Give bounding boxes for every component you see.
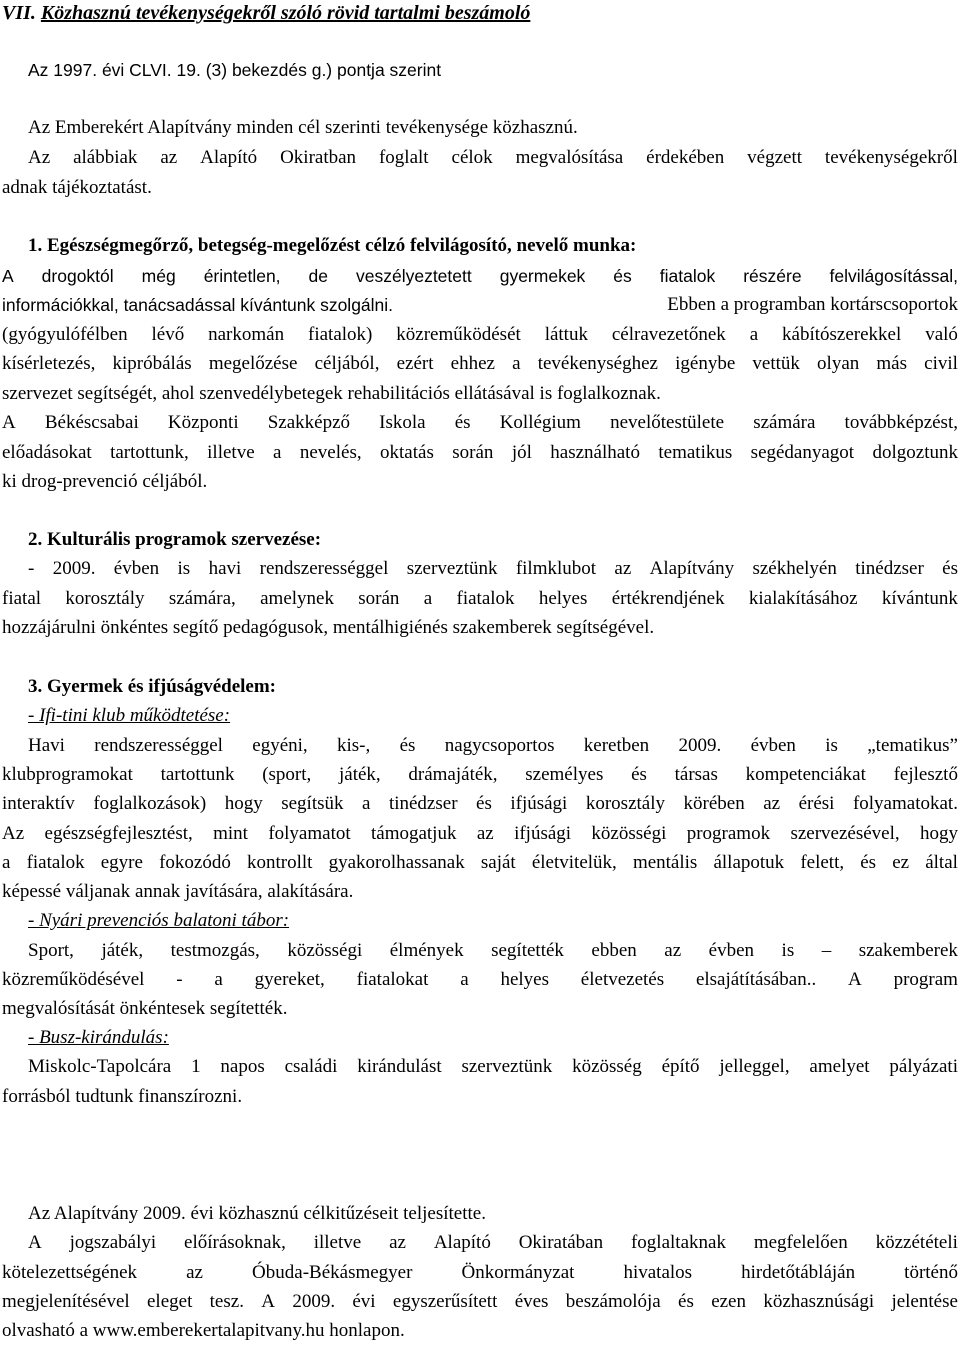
section1-line-8: ki drog-prevenció céljából.: [2, 471, 208, 492]
section3-sub1-line-2: klubprogramokat tartottunk (sport, játék, drámajáték, személyes és társas kompetenciákat fejlesztő: [2, 764, 958, 785]
closing-line-3: kötelezettségének az Óbuda-Békásmegyer Önkormányzat hivatalos hirdetőtábláján történő: [2, 1262, 958, 1283]
section1-line-6: A Békéscsabai Központi Szakképző Iskola és Kollégium nevelőtestülete számára továbbképzést,: [2, 412, 958, 433]
section1-heading: 1. Egészségmegőrző, betegség-megelőzést célzó felvilágosító, nevelő munka:: [28, 235, 637, 256]
section1-line-1: A drogoktól még érintetlen, de veszélyeztetett gyermekek és fiatalok részére felvilágosítással,: [2, 266, 958, 286]
section1-line-7: előadásokat tartottunk, illetve a nevelés, oktatás során jól használható tematikus segédanyagot dolgoztunk: [2, 442, 958, 463]
section2-line-1: - 2009. évben is havi rendszerességgel szerveztünk filmklubot az Alapítvány székhelyén tinédzser és: [28, 558, 958, 579]
section3-sub3-line-1: Miskolc-Tapolcára 1 napos családi kirándulást szerveztünk közösség építő jelleggel, amelyet pályázati: [28, 1056, 958, 1077]
section1-line-4: kísérletezés, kipróbálás megelőzése céljából, ezért ehhez a tevékenységhez igénybe vettük olyan más civil: [2, 353, 958, 374]
section1-line-5: szervezet segítségét, ahol szenvedélybetegek rehabilitációs ellátásával is foglalkoznak.: [2, 383, 661, 404]
closing-line-4: megjelenítésével eleget tesz. A 2009. évi egyszerűsített éves beszámolója és ezen közhasznúsági jelentése: [2, 1291, 958, 1312]
section3-sub1-line-6: képessé váljanak annak javítására, alakítására.: [2, 881, 354, 902]
section3-sub1-title: - Ifi-tini klub működtetése:: [28, 705, 231, 726]
section3-sub2-line-1: Sport, játék, testmozgás, közösségi élmények segítették ebben az évben is – szakemberek: [28, 940, 958, 961]
section2-line-3: hozzájárulni önkéntes segítő pedagógusok, mentálhigiénés szakemberek segítségével.: [2, 617, 655, 638]
section3-sub1-line-5: a fiatalok egyre fokozódó kontrollt gyakorolhassanak saját életvitelük, mentális állapotuk felett, és ez által: [2, 852, 958, 873]
closing-line-2: A jogszabályi előírásoknak, illetve az Alapító Okiratában foglaltaknak megfelelően közzétételi: [28, 1232, 958, 1253]
section3-heading: 3. Gyermek és ifjúságvédelem:: [28, 676, 276, 697]
section1-line-2a: információkkal, tanácsadással kívántunk szolgálni.: [2, 295, 394, 315]
section3-sub2-line-3: megvalósítását önkéntesek segítették.: [2, 998, 288, 1019]
section3-sub2-line-2: közreműködésével - a gyereket, fiatalokat a helyes életvezetés elsajátításában.. A program: [2, 969, 958, 990]
section1-line-3: (gyógyulófélben lévő narkomán fiatalok) közreműködését láttuk célravezetőnek a kábítószerekkel való: [2, 324, 958, 345]
document-title: [2, 2, 530, 24]
section3-sub1-line-3: interaktív foglalkozások) hogy segítsük a tinédzser és ifjúsági korosztály körében az érési folyamatokat.: [2, 793, 958, 814]
intro-line-1: Az Emberekért Alapítvány minden cél szerinti tevékenysége közhasznú.: [28, 117, 578, 138]
section2-line-2: fiatal korosztály számára, amelynek során a fiatalok helyes értékrendjének kialakításához kívántunk: [2, 588, 958, 609]
section3-sub2-title: - Nyári prevenciós balatoni tábor:: [28, 910, 290, 931]
closing-line-1: Az Alapítvány 2009. évi közhasznú célkitűzéseit teljesítette.: [28, 1203, 486, 1224]
section2-heading: 2. Kulturális programok szervezése:: [28, 529, 322, 550]
title-number: VII.: [2, 2, 36, 24]
title-text: Közhasznú tevékenységekről szóló rövid tartalmi beszámoló: [40, 2, 531, 24]
closing-line-5: olvasható a www.emberekertalapitvany.hu honlapon.: [2, 1320, 405, 1341]
section3-sub3-title: - Busz-kirándulás:: [28, 1027, 169, 1048]
section1-line-2: [2, 294, 958, 316]
intro-line-3: adnak tájékoztatást.: [2, 177, 152, 198]
intro-line-2: Az alábbiak az Alapító Okiratban foglalt célok megvalósítása érdekében végzett tevékenységekről: [28, 147, 958, 168]
section3-sub1-line-4: Az egészségfejlesztést, mint folyamatot támogatjuk az ifjúsági közösségi programok szervezésével, hogy: [2, 823, 958, 844]
section3-sub1-line-1: Havi rendszerességgel egyéni, kis-, és nagycsoportos keretben 2009. évben is „tematikus”: [28, 735, 958, 756]
section1-line-2b: Ebben a programban kortárscsoportok: [667, 294, 958, 315]
law-reference: Az 1997. évi CLVI. 19. (3) bekezdés g.) pontja szerint: [28, 60, 442, 80]
section3-sub3-line-2: forrásból tudtunk finanszírozni.: [2, 1086, 243, 1107]
